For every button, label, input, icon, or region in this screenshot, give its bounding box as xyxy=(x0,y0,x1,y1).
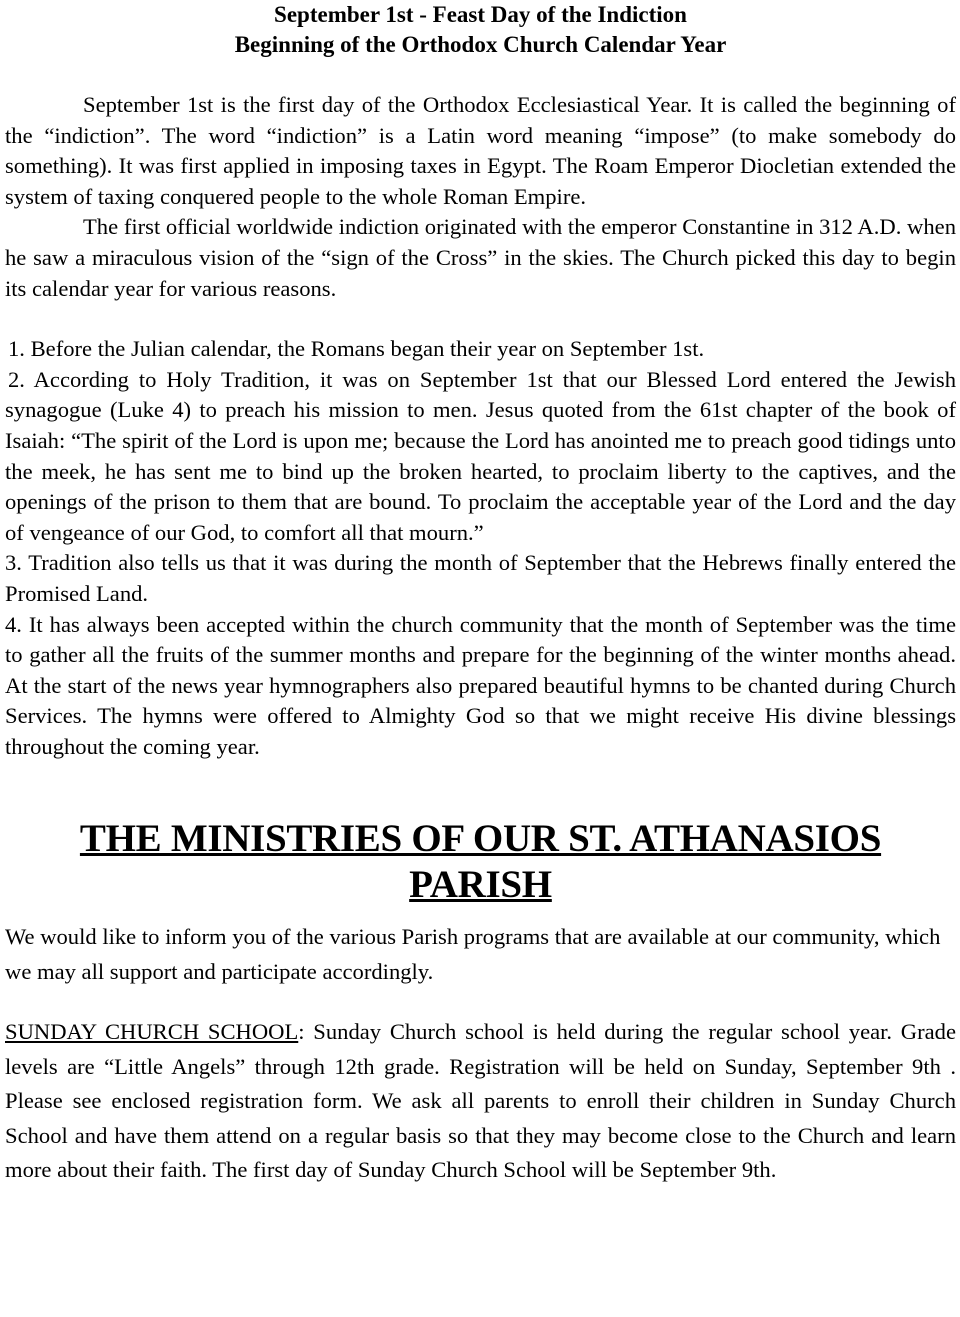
ministries-intro: We would like to inform you of the various Parish programs that are available at our community, which we may all support and participate accordingly. xyxy=(5,924,941,984)
spacer xyxy=(5,762,956,816)
list-item-4: 4. It has always been accepted within the church community that the month of September was the time to gather all the fruits of the summer months and prepare for the beginning of the winter months ahead. At the start of the news year hymnographers also prepared beautiful hymns to be chanted during Church Services. The hymns were offered to Almighty God so that we might receive His divine blessings throughout the coming year. xyxy=(5,611,956,759)
spacer xyxy=(5,908,956,920)
sunday-school-paragraph xyxy=(5,1015,956,1188)
title-line-2: Beginning of the Orthodox Church Calendar Year xyxy=(234,32,727,57)
sunday-school-text: Sunday Church school is held during the regular school year. Grade levels are “Little Angels” through 12th grade. Registration will be held on Sunday, September 9th . Please see enclosed registration form. We ask all parents to enroll their children in Sunday Church School and have them attend on a regular basis so that they may become close to the Church and learn more about their faith. The first day of Sunday Church School will be September 9th. xyxy=(5,1019,956,1183)
spacer xyxy=(5,989,956,1015)
ministries-heading-line-2: PARISH xyxy=(409,863,552,907)
list-item-3: 3. Tradition also tells us that it was during the month of September that the Hebrews finally entered the Promised Land. xyxy=(5,550,956,606)
spacer xyxy=(5,60,956,90)
ministries-heading-line-1: THE MINISTRIES OF OUR ST. ATHANASIOS xyxy=(79,817,882,861)
paragraph-constantine: The first official worldwide indiction originated with the emperor Constantine in 312 A.D. when he saw a miraculous vision of the “sign of the Cross” in the skies. The Church picked this day to begin its calendar year for various reasons. xyxy=(5,214,956,301)
sunday-school-label: SUNDAY CHURCH SCHOOL xyxy=(5,1019,299,1045)
list-item-1: 1. Before the Julian calendar, the Romans began their year on September 1st. xyxy=(8,336,705,362)
paragraph-indiction: September 1st is the first day of the Orthodox Ecclesiastical Year. It is called the beginning of the “indiction”. The word “indiction” is a Latin word meaning “impose” (to make somebody do something). It was first applied in imposing taxes in Egypt. The Roam Emperor Diocletian extended the system of taxing conquered people to the whole Roman Empire. xyxy=(5,92,956,209)
list-item-2: 2. According to Holy Tradition, it was on September 1st that our Blessed Lord entered the Jewish synagogue (Luke 4) to preach his mission to men. Jesus quoted from the 61st chapter of the book of Isaiah: “The spirit of the Lord is upon me; because the Lord has anointed me to preach good tidings unto the meek, he has sent me to bind up the broken hearted, to proclaim liberty to the captives, and the openings of the prison to them that are bound. To proclaim the acceptable year of the Lord and the day of vengeance of our God, to comfort all that mourn.” xyxy=(5,366,956,545)
title-line-1: September 1st - Feast Day of the Indiction xyxy=(274,2,687,27)
spacer xyxy=(5,304,956,334)
sunday-school-colon: : xyxy=(298,1019,305,1045)
